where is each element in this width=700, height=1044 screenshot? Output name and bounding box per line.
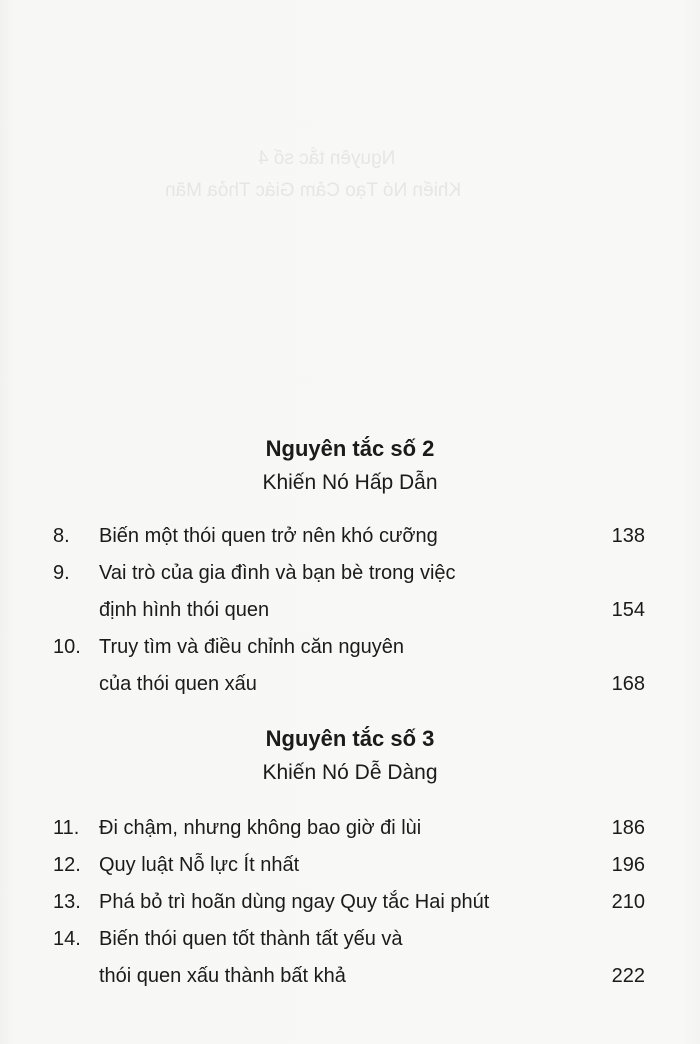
entry-title: Biến một thói quen trở nên khó cưỡng [99,525,438,547]
toc-entry-14[interactable] [53,921,645,995]
section-subtitle: Khiến Nó Dễ Dàng [262,761,438,784]
bleed-through-subheading: Khiến Nó Tạo Cảm Giác Thỏa Mãn [165,180,462,201]
entry-number: 8. [53,525,70,547]
section-heading-2 [0,432,700,500]
entry-number: 10. [53,636,81,658]
entry-number: 12. [53,854,81,876]
entry-title: Phá bỏ trì hoãn dùng ngay Quy tắc Hai phút [99,891,490,913]
bleed-through-heading: Nguyên tắc số 4 [258,148,396,169]
toc-entry-10[interactable] [53,629,645,703]
section-title: Nguyên tắc số 3 [265,726,435,751]
toc-entry-13[interactable] [53,884,645,921]
entry-number: 13. [53,891,81,913]
entry-page-number: 168 [611,673,645,695]
toc-list-section-2 [53,518,645,703]
entry-title: Quy luật Nỗ lực Ít nhất [99,854,300,876]
entry-page-number: 186 [611,817,645,839]
entry-title-line-2: thói quen xấu thành bất khả [99,965,346,987]
section-title: Nguyên tắc số 2 [265,436,435,461]
entry-number: 9. [53,562,70,584]
entry-title-line-1: Truy tìm và điều chỉnh căn nguyên [99,636,404,658]
toc-entry-11[interactable] [53,810,645,847]
toc-list-section-3 [53,810,645,995]
entry-page-number: 154 [611,599,645,621]
entry-title-line-2: của thói quen xấu [99,673,257,695]
entry-title-line-2: định hình thói quen [99,599,270,621]
section-subtitle: Khiến Nó Hấp Dẫn [262,471,438,494]
entry-title-line-1: Vai trò của gia đình và bạn bè trong việc [99,562,456,584]
toc-entry-9[interactable] [53,555,645,629]
entry-title-line-1: Biến thói quen tốt thành tất yếu và [99,928,403,950]
toc-entry-12[interactable] [53,847,645,884]
toc-entry-8[interactable] [53,518,645,555]
entry-page-number: 196 [611,854,645,876]
entry-number: 14. [53,928,81,950]
entry-page-number: 222 [611,965,645,987]
entry-title: Đi chậm, nhưng không bao giờ đi lùi [99,817,422,839]
entry-number: 11. [53,817,80,839]
entry-page-number: 138 [611,525,645,547]
entry-page-number: 210 [611,891,645,913]
section-heading-3 [0,722,700,790]
